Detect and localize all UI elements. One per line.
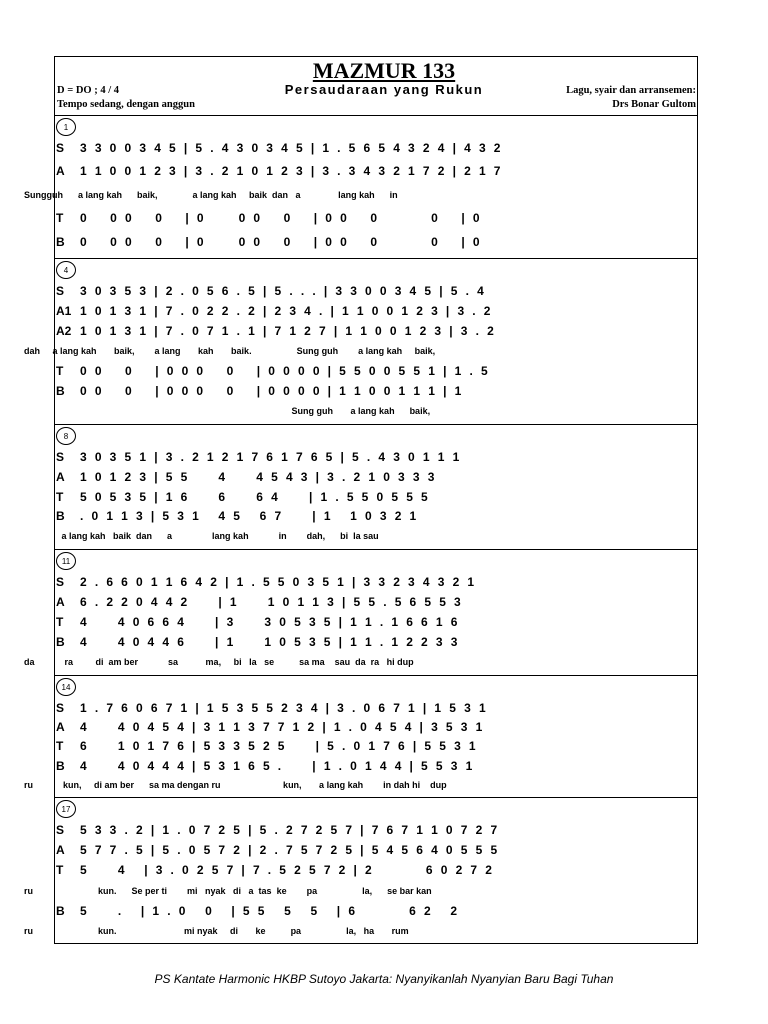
voice-label: B: [56, 903, 65, 918]
notation-line: 1 . 7 6 0 6 7 1 | 1 5 3 5 5 2 3 4 | 3 . 0 6 7 1 | 1 5 3 1: [80, 701, 487, 715]
lyric-line: ru kun. mi nyak di ke pa la, ha rum: [24, 925, 409, 936]
voice-label: B: [56, 384, 65, 398]
notation-line: 1 0 1 3 1 | 7 . 0 7 1 . 1 | 7 1 2 7 | 1 1 0 0 1 2 3 | 3 . 2: [80, 324, 495, 338]
lyric-line: dah a lang kah baik, a lang kah baik. Sung guh a lang kah baik,: [24, 346, 436, 356]
notation-line: 4 4 0 4 5 4 | 3 1 1 3 7 7 1 2 | 1 . 0 4 5 4 | 3 5 3 1: [80, 720, 483, 735]
voice-row: [56, 448, 696, 466]
voice-row: [56, 821, 696, 839]
tempo-marking: Tempo sedang, dengan anggun: [57, 99, 195, 110]
voice-label: A: [56, 595, 65, 609]
voice-label: T: [56, 739, 64, 754]
voice-row: [56, 718, 696, 736]
voice-label: A2: [56, 324, 72, 338]
voice-label: T: [56, 211, 64, 226]
notation-line: 2 . 6 6 0 1 1 6 4 2 | 1 . 5 5 0 3 5 1 | 3 3 2 3 4 3 2 1: [80, 575, 475, 589]
song-subtitle: Persaudaraan yang Rukun: [284, 82, 484, 97]
voice-row: [56, 757, 696, 775]
voice-row: [56, 841, 696, 859]
lyric-line: a lang kah baik dan a lang kah in dah, bi la sau: [24, 531, 379, 542]
lyric-line: Sungguh a lang kah baik, a lang kah baik dan a lang kah in: [24, 189, 398, 200]
notation-line: 5 0 5 3 5 | 1 6 6 6 4 | 1 . 5 5 0 5 5 5: [80, 489, 429, 504]
voice-row: [56, 861, 696, 879]
voice-label: A: [56, 720, 65, 735]
notation-line: 5 . | 1 . 0 0 | 5 5 5 5 | 6 6 2 2: [80, 903, 458, 918]
footer-credit: PS Kantate Harmonic HKBP Sutoyo Jakarta: Nyanyikanlah Nyanyian Baru Bagi Tuhan: [154, 972, 614, 986]
voice-row: [56, 699, 696, 717]
voice-row: [56, 902, 696, 920]
voice-row: [56, 162, 696, 180]
notation-line: 0 0 0 0 | 0 0 0 0 | 0 0 0 0 | 0: [80, 234, 481, 249]
notation-line: 1 0 1 3 1 | 7 . 0 2 2 . 2 | 2 3 4 . | 1 1 0 0 1 2 3 | 3 . 2: [80, 304, 491, 318]
notation-line: 3 0 3 5 3 | 2 . 0 5 6 . 5 | 5 . . . | 3 3 0 0 3 4 5 | 5 . 4: [80, 284, 485, 298]
voice-row: [56, 362, 696, 380]
key-meter: D = DO ; 4 / 4: [57, 85, 119, 96]
song-title: MAZMUR 133: [312, 58, 456, 83]
voice-row: [56, 322, 696, 340]
voice-label: S: [56, 450, 65, 464]
voice-row: [56, 737, 696, 755]
notation-line: 3 0 3 5 1 | 3 . 2 1 2 1 7 6 1 7 6 5 | 5 . 4 3 0 1 1 1: [80, 450, 460, 464]
notation-line: 3 3 0 0 3 4 5 | 5 . 4 3 0 3 4 5 | 1 . 5 6 5 4 3 2 4 | 4 3 2: [80, 141, 501, 155]
notation-line: 4 4 0 4 4 4 | 5 3 1 6 5 . | 1 . 0 1 4 4 | 5 5 3 1: [80, 758, 473, 773]
voice-label: B: [56, 509, 65, 524]
voice-label: S: [56, 575, 65, 589]
notation-line: 1 1 0 0 1 2 3 | 3 . 2 1 0 1 2 3 | 3 . 3 4 3 2 1 7 2 | 2 1 7: [80, 164, 501, 179]
lyric-line: Sung guh a lang kah baik,: [24, 406, 431, 416]
measure-number: 4: [56, 261, 76, 279]
measure-number: 17: [56, 800, 76, 818]
system-divider: [54, 549, 698, 550]
notation-line: 4 4 0 6 6 4 | 3 3 0 5 3 5 | 1 1 . 1 6 6 1 6: [80, 615, 458, 629]
voice-row: [56, 593, 696, 611]
notation-line: 4 4 0 4 4 6 | 1 1 0 5 3 5 | 1 1 . 1 2 2 3 3: [80, 635, 458, 649]
composer-name: Drs Bonar Gultom: [612, 99, 696, 110]
voice-label: B: [56, 635, 65, 649]
lyric-line: ru kun. Se per ti mi nyak di a tas ke pa la, se bar kan: [24, 885, 432, 896]
voice-label: S: [56, 823, 65, 837]
notation-line: 0 0 0 | 0 0 0 0 | 0 0 0 0 | 5 5 0 0 5 5 1 | 1 . 5: [80, 364, 489, 378]
notation-line: 5 7 7 . 5 | 5 . 0 5 7 2 | 2 . 7 5 7 2 5 | 5 4 5 6 4 0 5 5 5: [80, 843, 498, 858]
notation-line: 1 0 1 2 3 | 5 5 4 4 5 4 3 | 3 . 2 1 0 3 3 3: [80, 469, 435, 484]
system-divider: [54, 115, 698, 116]
voice-row: [56, 233, 696, 251]
voice-label: A: [56, 469, 65, 484]
voice-row: [56, 507, 696, 525]
voice-label: T: [56, 863, 64, 878]
voice-label: T: [56, 489, 64, 504]
measure-number: 11: [56, 552, 76, 570]
voice-row: [56, 382, 696, 400]
notation-line: 5 3 3 . 2 | 1 . 0 7 2 5 | 5 . 2 7 2 5 7 | 7 6 7 1 1 0 7 2 7: [80, 823, 498, 837]
voice-label: S: [56, 701, 65, 715]
voice-label: T: [56, 364, 64, 378]
voice-label: A1: [56, 304, 72, 318]
voice-label: B: [56, 758, 65, 773]
voice-label: S: [56, 284, 65, 298]
voice-label: A: [56, 843, 65, 858]
notation-line: 5 4 | 3 . 0 2 5 7 | 7 . 5 2 5 7 2 | 2 6 0 2 7 2: [80, 863, 493, 878]
voice-label: T: [56, 615, 64, 629]
system-divider: [54, 258, 698, 259]
voice-row: [56, 282, 696, 300]
voice-row: [56, 302, 696, 320]
notation-line: . 0 1 1 3 | 5 3 1 4 5 6 7 | 1 1 0 3 2 1: [80, 509, 417, 524]
notation-line: 6 1 0 1 7 6 | 5 3 3 5 2 5 | 5 . 0 1 7 6 | 5 5 3 1: [80, 739, 477, 754]
measure-number: 1: [56, 118, 76, 136]
lyric-line: da ra di am ber sa ma, bi la se sa ma sau da ra hi dup: [24, 657, 414, 667]
system-divider: [54, 424, 698, 425]
lyric-line: ru kun, di am ber sa ma dengan ru kun, a lang kah in dah hi dup: [24, 779, 447, 790]
voice-label: S: [56, 141, 65, 155]
notation-line: 0 0 0 0 | 0 0 0 0 | 0 0 0 0 | 0: [80, 211, 481, 226]
system-divider: [54, 797, 698, 798]
credit-label: Lagu, syair dan arransemen:: [566, 85, 696, 96]
voice-label: B: [56, 234, 65, 249]
voice-label: A: [56, 164, 65, 179]
notation-line: 6 . 2 2 0 4 4 2 | 1 1 0 1 1 3 | 5 5 . 5 6 5 5 3: [80, 595, 462, 609]
voice-row: [56, 573, 696, 591]
measure-number: 8: [56, 427, 76, 445]
voice-row: [56, 488, 696, 506]
voice-row: [56, 633, 696, 651]
voice-row: [56, 468, 696, 486]
voice-row: [56, 209, 696, 227]
system-divider: [54, 675, 698, 676]
measure-number: 14: [56, 678, 76, 696]
voice-row: [56, 139, 696, 157]
notation-line: 0 0 0 | 0 0 0 0 | 0 0 0 0 | 1 1 0 0 1 1 1 | 1: [80, 384, 462, 398]
voice-row: [56, 613, 696, 631]
